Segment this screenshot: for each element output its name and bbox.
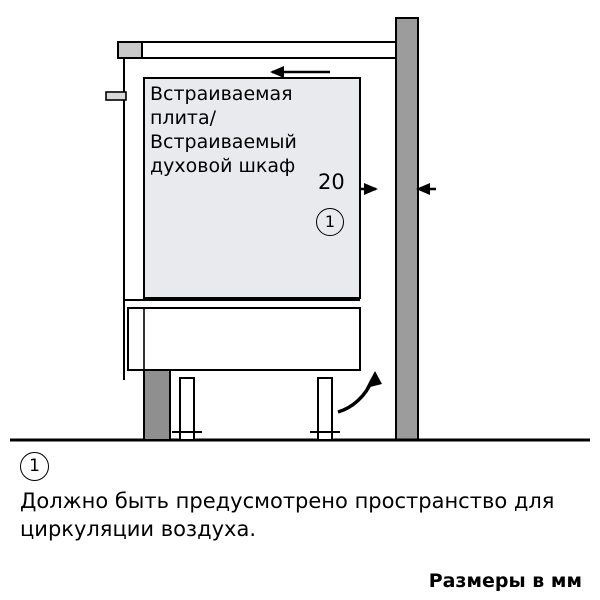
airflow-arrow-head (366, 371, 382, 388)
lower-cabinet (128, 308, 360, 370)
top-gap-arrow-head (270, 66, 284, 78)
countertop (118, 42, 396, 58)
gap-arrow-left-head (364, 183, 378, 195)
appliance-label: Встраиваемая плита/ Встраиваемый духовой шкаф (150, 83, 297, 177)
wall-shape (396, 18, 418, 440)
legend-text: Должно быть предусмотрено пространство для циркуляции воздуха. (20, 489, 555, 541)
legend-number: 1 (20, 452, 49, 481)
dimension-value-20: 20 (318, 170, 345, 194)
cabinet-leg-left (180, 378, 194, 440)
countertop-edge (118, 42, 142, 58)
airflow-arrow-curve (338, 380, 372, 412)
legend-block (20, 452, 580, 543)
callout-marker-1: 1 (316, 208, 344, 236)
handle-left (106, 92, 126, 100)
cabinet-leg-right (318, 378, 332, 440)
plinth (144, 370, 170, 440)
units-note: Размеры в мм (428, 570, 582, 592)
